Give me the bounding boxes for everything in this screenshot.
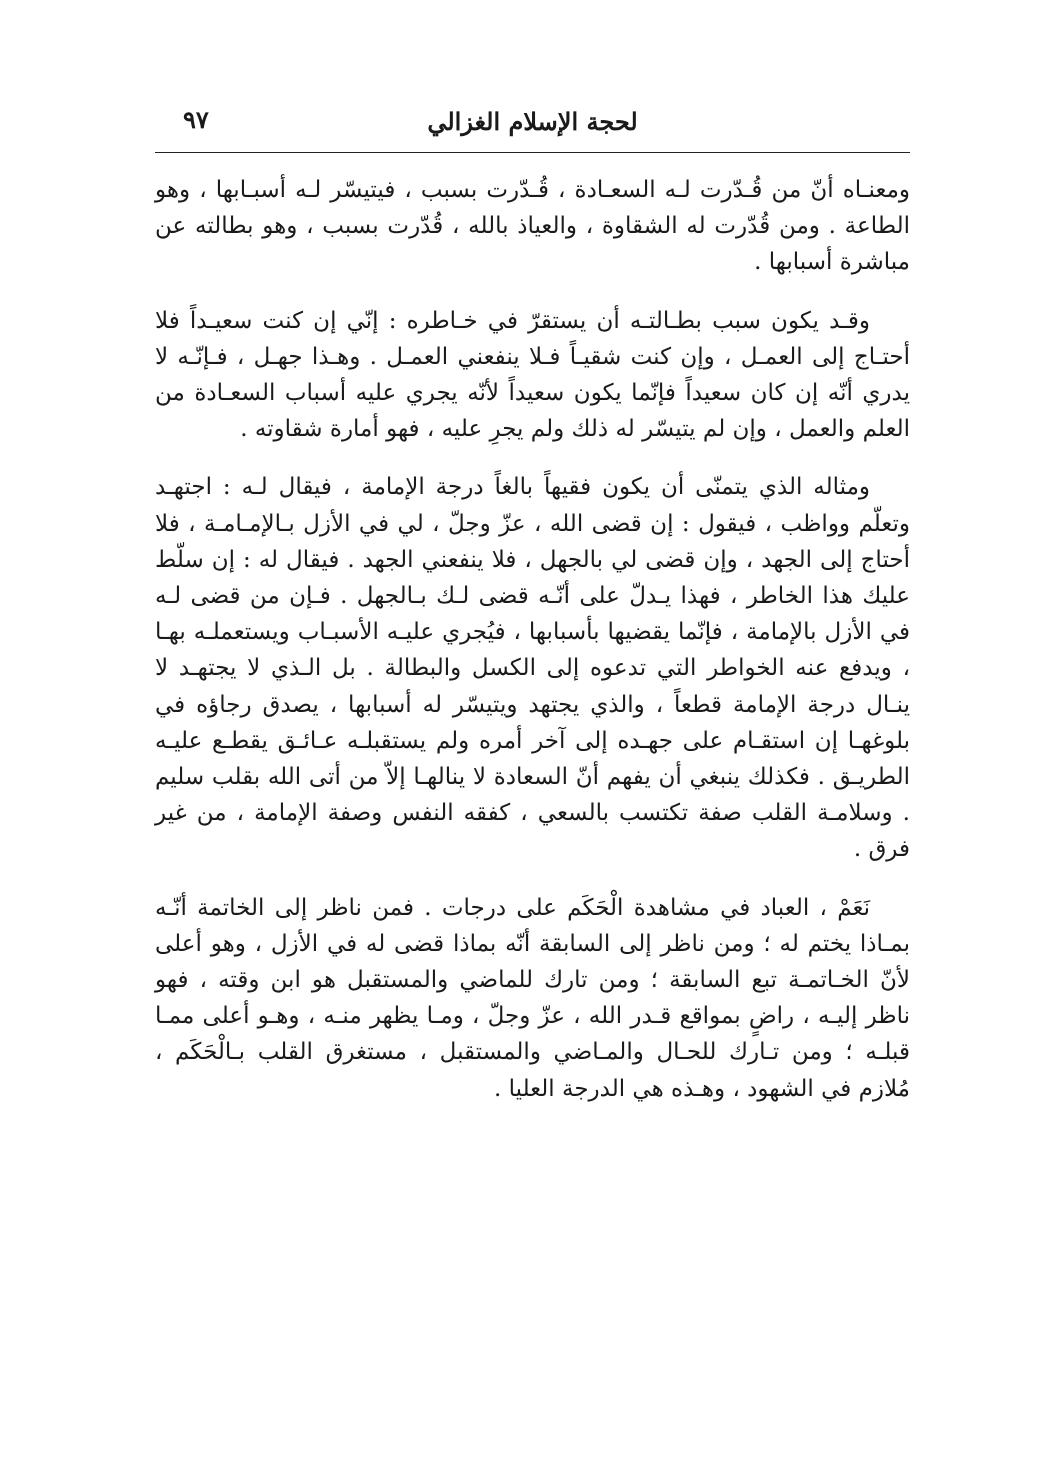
header-divider — [155, 152, 910, 153]
running-title: لحجة الإسلام الغزالي — [427, 107, 638, 136]
paragraph: ومثاله الذي يتمنّى أن يكون فقيهاً بالغاً درجة الإمامة ، فيقال لـه : اجتهـد وتعلّم وواظب ، فيقول : إن قضى الله ، عزّ وجلّ ، لي في الأزل بـالإمـامـة ، فلا أحتاج إلى الجهد ، وإن قضى لي بالجهل ، فلا ينفعني الجهد . فيقال له : إن سلّط عليك هذا الخاطر ، فهذا يـدلّ على أنّـه قضى لـك بـالجهل . فـإن من قضى لـه في الأزل بالإمامة ، فإنّما يقضيها بأسبابها ، فيُجري عليـه الأسبـاب ويستعملـه بهـا ، ويدفع عنه الخواطر التي تدعوه إلى الكسل والبطالة . بل الـذي لا يجتهـد لا ينـال درجة الإمامة قطعاً ، والذي يجتهد ويتيسّر له أسبابها ، يصدق رجاؤه في بلوغهـا إن استقـام على جهـده إلى آخر أمره ولم يستقبلـه عـائـق يقطـع عليـه الطريـق . فكذلك ينبغي أن يفهم أنّ السعادة لا ينالهـا إلاّ من أتى الله بقلب سليم . وسلامـة القلب صفة تكتسب بالسعي ، كفقه النفس وصفة الإمامة ، من غير فرق . — [155, 474, 910, 863]
paragraph: ومعنـاه أنّ من قُـدّرت لـه السعـادة ، قُـدّرت بسبب ، فيتيسّر لـه أسبـابها ، وهو الطاعة . ومن قُدّرت له الشقاوة ، والعياذ بالله ، قُدّرت بسبب ، وهو بطالته عن مباشرة أسبابها . — [155, 177, 910, 276]
paragraph: وقـد يكون سبب بطـالتـه أن يستقرّ في خـاطره : إنّي إن كنت سعيـداً فلا أحتـاج إلى العمـل ، وإن كنت شقيـاً فـلا ينفعني العمـل . وهـذا جهـل ، فـإنّـه لا يدري أنّه إن كان سعيداً فإنّما يكون سعيداً لأنّه يجري عليه أسباب السعـادة من العلم والعمل ، وإن لم يتيسّر له ذلك ولم يجرِ عليه ، فهو أمارة شقاوته . — [155, 307, 910, 443]
page-number: ٩٧ — [183, 105, 209, 134]
page-header — [155, 98, 910, 152]
paragraph: نَعَمْ ، العباد في مشاهدة الْحَكَم على درجات . فمن ناظر إلى الخاتمة أنّـه بمـاذا يختم له ؛ ومن ناظر إلى السابقة أنّه بماذا قضى له في الأزل ، وهو أعلى لأنّ الخـاتمـة تبع السابقة ؛ ومن تارك للماضي والمستقبل هو ابن وقته ، فهو ناظر إليـه ، راضٍ بمواقع قـدر الله ، عزّ وجلّ ، ومـا يظهر منـه ، وهـو أعلى ممـا قبلـه ؛ ومن تـارك للحـال والمـاضي والمستقبل ، مستغرق القلب بـالْحَكَم ، مُلازم في الشهود ، وهـذه هي الدرجة العليا . — [155, 894, 910, 1102]
body-text — [155, 172, 910, 1129]
